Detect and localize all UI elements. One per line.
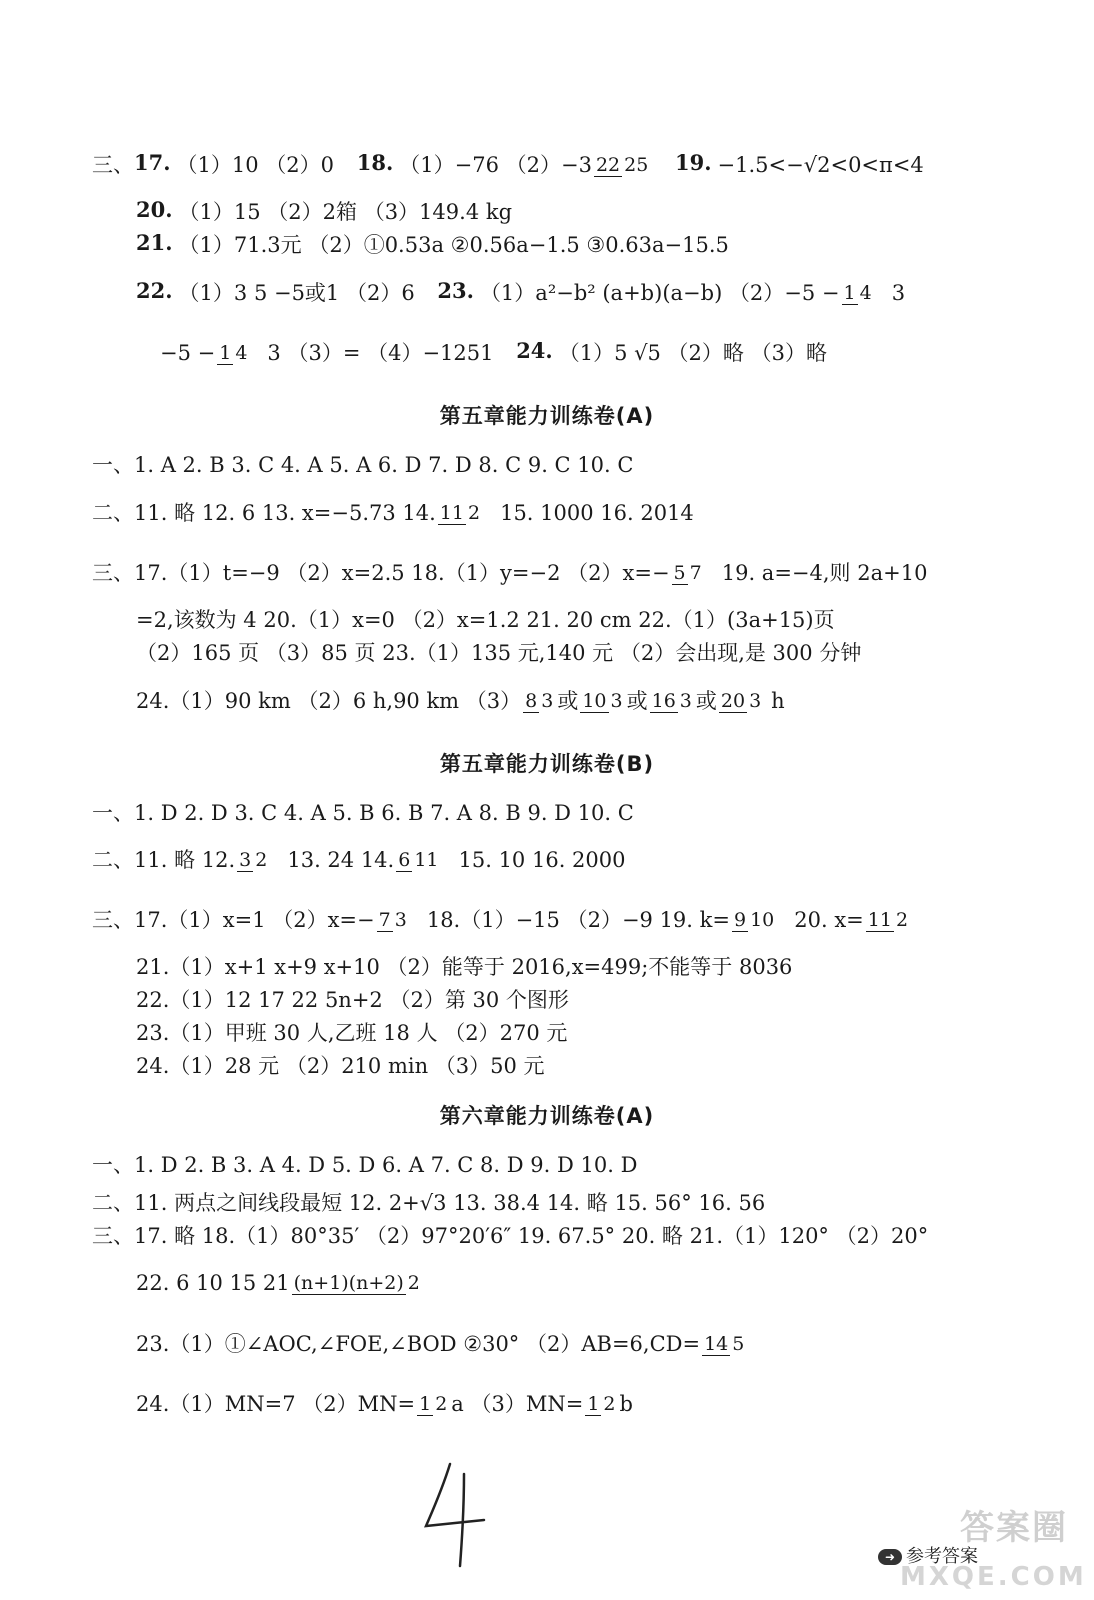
answer-text: 22. 6 10 15 21 (136, 1270, 290, 1295)
answer-text: 或 (557, 688, 579, 713)
section-prefix: 三、 (92, 152, 134, 177)
answer-text: 17. 略 18.（1）80°35′ （2）97°20′6″ 19. 67.5° 20. 略 21.（1）120° （2）20° (134, 1223, 929, 1248)
answer-text: 23.（1）甲班 30 人,乙班 18 人 （2）270 元 (136, 1020, 568, 1045)
section-prefix: 三、 (92, 1223, 134, 1248)
section-prefix: 二、 (92, 500, 134, 525)
answer-row (136, 1016, 567, 1048)
section-prefix: 三、 (92, 560, 134, 585)
answer-text: （1）a²−b² (a+b)(a−b) （2）−5 − (479, 280, 840, 305)
answer-row (136, 950, 792, 982)
section-prefix: 二、 (92, 847, 134, 872)
answer-text: 17.（1）x=1 （2）x=− (134, 907, 375, 932)
answer-row (136, 636, 861, 668)
section-prefix: 一、 (92, 1152, 134, 1177)
fraction: 14 5 (704, 1332, 745, 1355)
answer-text: 1. D 2. D 3. C 4. A 5. B 6. B 7. A 8. B 9. D 10. C (134, 800, 634, 825)
answer-text: 11. 两点之间线段最短 12. 2+√3 13. 38.4 14. 略 15. 56° 16. 56 (134, 1190, 766, 1215)
fraction: 5 7 (673, 561, 702, 584)
answer-text: （1）−76 （2）−3 (399, 152, 592, 177)
fraction: 1 4 (219, 341, 248, 364)
answer-row-24 (136, 1387, 633, 1419)
answer-row-21 (136, 228, 729, 260)
answer-text: a （3）MN= (451, 1391, 584, 1416)
answer-text: 18.（1）−15 （2）−9 19. k= (426, 907, 730, 932)
question-number: 22. (136, 278, 173, 303)
answer-text: （1）15 （2）2箱 （3）149.4 kg (178, 199, 513, 224)
answer-text: −5 − (160, 340, 216, 365)
fraction: 11 2 (439, 501, 481, 524)
answer-text: 3 （3）= （4）−1251 (267, 340, 494, 365)
answer-row-23-cont-24 (160, 336, 827, 368)
answer-text: 1. A 2. B 3. C 4. A 5. A 6. D 7. D 8. C 9. C 10. C (134, 452, 634, 477)
answer-row-choice (92, 796, 634, 828)
question-number: 18. (356, 150, 394, 175)
answer-row-solve (92, 1219, 928, 1251)
fraction: 7 3 (378, 908, 407, 931)
footer-label (878, 1542, 978, 1568)
answer-text: 或 (695, 688, 717, 713)
fraction: 8 3 (525, 689, 554, 712)
answer-row-fill (92, 496, 694, 528)
fraction: 20 3 (720, 689, 762, 712)
answer-text: （1）3 5 −5或1 （2）6 (178, 280, 415, 305)
answer-row (136, 983, 569, 1015)
fraction: (n+1)(n+2) 2 (293, 1271, 420, 1294)
answer-text: 24.（1）MN=7 （2）MN= (136, 1391, 416, 1416)
fraction: 6 11 (398, 848, 439, 871)
answer-text: 20. x= (794, 907, 864, 932)
section-prefix: 一、 (92, 452, 134, 477)
answer-row-17-19 (92, 148, 924, 180)
answer-row-choice (92, 1148, 637, 1180)
answer-row-22-23 (136, 276, 905, 308)
answer-text: 1. D 2. B 3. A 4. D 5. D 6. A 7. C 8. D 9. D 10. D (134, 1152, 638, 1177)
answer-text: 15. 1000 16. 2014 (500, 500, 694, 525)
section-prefix: 一、 (92, 800, 134, 825)
fraction: 16 3 (651, 689, 692, 712)
answer-text: 24.（1）90 km （2）6 h,90 km （3） (136, 688, 522, 713)
fraction: 9 10 (733, 908, 775, 931)
answer-row-24 (136, 684, 785, 716)
fraction: 3 2 (239, 848, 268, 871)
answer-row-fill (92, 1186, 765, 1218)
arrow-badge-icon: ➜ (878, 1549, 902, 1565)
question-number: 19. (675, 150, 712, 175)
answer-text: h (771, 688, 785, 713)
section-prefix: 二、 (92, 1190, 134, 1215)
answer-text: （1）71.3元 （2）①0.53a ②0.56a−1.5 ③0.63a−15.5 (178, 232, 729, 257)
answer-row-fill (92, 843, 626, 875)
section-title-5b: 第五章能力训练卷(B) (439, 752, 655, 776)
fraction: 10 3 (582, 689, 623, 712)
answer-text: 13. 24 14. (287, 847, 395, 872)
answer-row-23 (136, 1327, 748, 1359)
question-number: 21. (136, 230, 173, 255)
fraction: 11 2 (867, 908, 909, 931)
question-number: 24. (516, 338, 553, 363)
question-number: 23. (437, 278, 474, 303)
fraction: 1 4 (843, 281, 872, 304)
section-title-5a: 第五章能力训练卷(A) (439, 404, 655, 428)
answer-row-solve (92, 903, 912, 935)
fraction: 22 25 (595, 153, 649, 176)
question-number: 17. (134, 150, 171, 175)
answer-text: 11. 略 12. 6 13. x=−5.73 14. (134, 500, 436, 525)
answer-text: 3 (891, 280, 906, 305)
watermark-logo: 答案圈 (960, 1508, 1068, 1548)
answer-row-20 (136, 195, 512, 227)
answer-text: （2）165 页 （3）85 页 23.（1）135 元,140 元 （2）会出现,是 300 分钟 (136, 640, 862, 665)
answer-text: =2,该数为 4 20.（1）x=0 （2）x=1.2 21. 20 cm 22.（1）(3a+15)页 (136, 607, 835, 632)
answer-text: 23.（1）①∠AOC,∠FOE,∠BOD ②30° （2）AB=6,CD= (136, 1331, 701, 1356)
answer-text: 24.（1）28 元 （2）210 min （3）50 元 (136, 1053, 545, 1078)
answer-text: 17.（1）t=−9 （2）x=2.5 18.（1）y=−2 （2）x=− (134, 560, 670, 585)
answer-text: 11. 略 12. (134, 847, 236, 872)
footer-text: 参考答案 (906, 1546, 978, 1567)
answer-text: 19. a=−4,则 2a+10 (721, 560, 928, 585)
answer-text: 21.（1）x+1 x+9 x+10 （2）能等于 2016,x=499;不能等于 8036 (136, 954, 793, 979)
answer-text: 或 (626, 688, 648, 713)
answer-text: b (619, 1391, 633, 1416)
answer-text: （1）10 （2）0 (176, 152, 335, 177)
answer-text: 22.（1）12 17 22 5n+2 （2）第 30 个图形 (136, 987, 569, 1012)
answer-text: 15. 10 16. 2000 (458, 847, 626, 872)
answer-row (136, 603, 835, 635)
answer-row-choice (92, 448, 633, 480)
section-title-6a: 第六章能力训练卷(A) (439, 1104, 655, 1128)
handwritten-page-number (420, 1460, 490, 1570)
fraction: 1 2 (587, 1392, 616, 1415)
question-number: 20. (136, 197, 173, 222)
answer-row-22 (136, 1266, 424, 1298)
answer-row-solve (92, 556, 927, 588)
answer-text: （1）5 √5 （2）略 （3）略 (558, 340, 827, 365)
watermark-url: MXQE.COM (900, 1562, 1087, 1592)
fraction: 1 2 (419, 1392, 448, 1415)
answer-text: −1.5<−√2<0<π<4 (717, 152, 924, 177)
answer-row (136, 1049, 545, 1081)
section-prefix: 三、 (92, 907, 134, 932)
